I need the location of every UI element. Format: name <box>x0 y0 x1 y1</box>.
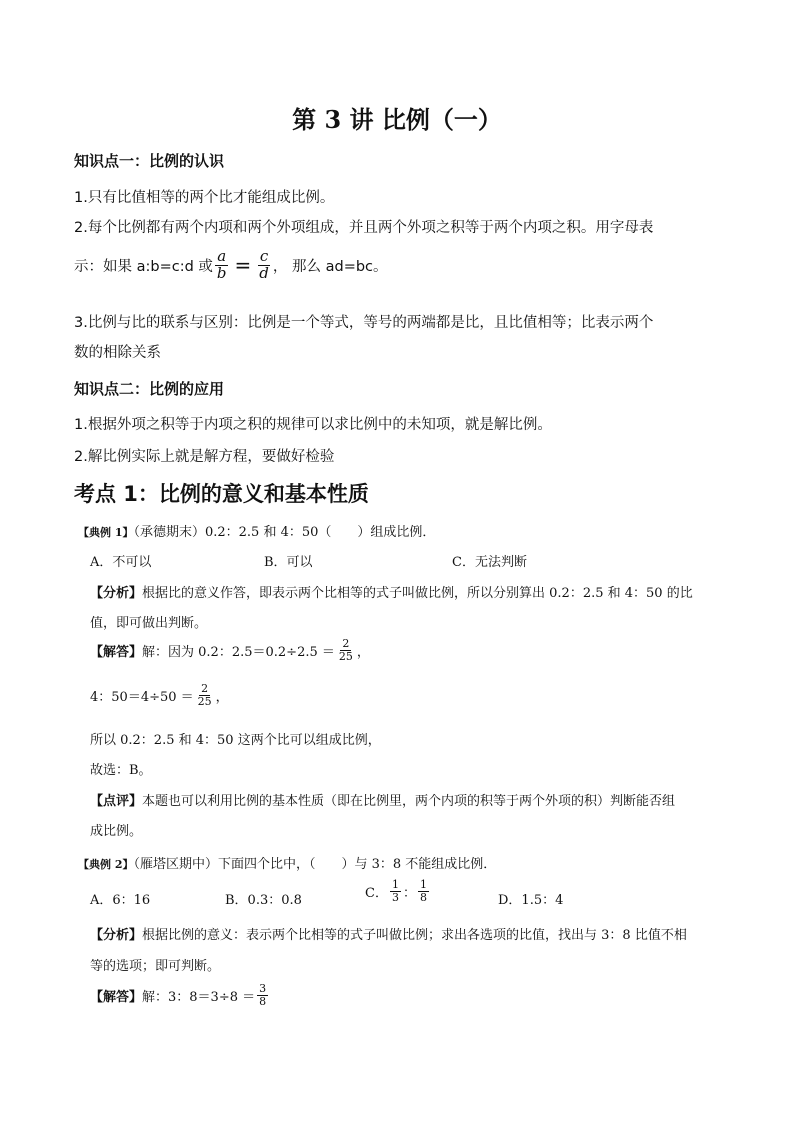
ex1-answer-line1 <box>90 638 370 662</box>
kp1-line3-post: ， 那么 ad=bc。 <box>272 258 388 275</box>
ex1-comment1: 本题也可以利用比例的基本性质（即在比例里，两个内项的积等于两个外项的积）判断能否组 <box>142 794 676 809</box>
ex2-analysis-tag: 【分析】 <box>90 928 143 943</box>
ex2-analysis2: 等的选项；即可判断。 <box>90 959 221 974</box>
kp2-heading: 知识点二：比例的应用 <box>74 380 225 398</box>
ex2-answer1-den: 8 <box>259 994 267 1008</box>
ex2-question: （雁塔区期中）下面四个比中，（ ）与 3：8 不能组成比例． <box>133 857 497 872</box>
ex2-option-a: A．6：16 <box>90 893 151 908</box>
ex1-answer2-fraction <box>196 683 214 707</box>
ex1-analysis-tag: 【分析】 <box>90 586 143 601</box>
ex2-option-c-frac1 <box>390 879 401 903</box>
ex2-option-c-sep: ： <box>402 885 416 901</box>
ex1-answer-line2 <box>90 683 229 707</box>
ex2-question-line <box>78 853 496 872</box>
frac-a: a <box>217 247 227 265</box>
ex1-answer1-num: 2 <box>342 637 350 650</box>
ex1-answer2-end: ， <box>215 689 229 705</box>
ex2-option-c-num1: 1 <box>391 878 399 891</box>
kp1-line5: 数的相除关系 <box>74 345 161 361</box>
ex2-analysis-line1 <box>90 924 687 943</box>
kp2-line1: 1.根据外项之积等于内项之积的规律可以求比例中的未知项，就是解比例。 <box>74 417 552 433</box>
ex2-analysis1: 根据比例的意义：表示两个比相等的式子叫做比例；求出各选项的比值，找出与 3：8 比值不相 <box>142 928 687 943</box>
ex1-option-b: B．可以 <box>264 555 313 570</box>
ex1-comment-line1 <box>90 790 675 809</box>
ex1-analysis1: 根据比的意义作答，即表示两个比相等的式子叫做比例，所以分别算出 0.2：2.5 和 4：50 的比 <box>142 586 693 601</box>
ex2-answer1: 解：3：8＝3÷8 ＝ <box>142 989 256 1005</box>
kp1-line4: 3.比例与比的联系与区别：比例是一个等式，等号的两端都是比，且比值相等；比表示两个 <box>74 315 654 331</box>
fraction-c-over-d <box>257 249 271 282</box>
kp1-heading: 知识点一：比例的认识 <box>74 152 225 170</box>
section-heading: 考点 1：比例的意义和基本性质 <box>74 482 369 506</box>
kp2-line2: 2.解比例实际上就是解方程，要做好检验 <box>74 449 335 465</box>
kp1-line3 <box>74 249 388 282</box>
frac-b: b <box>216 263 227 282</box>
ex1-option-c: C．无法判断 <box>452 555 527 570</box>
ex1-tag: 【典例 1】 <box>78 526 134 539</box>
ex1-comment-tag: 【点评】 <box>90 794 143 809</box>
kp1-line3-pre: 示：如果 a:b=c:d 或 <box>74 258 213 275</box>
frac-d: d <box>259 263 269 282</box>
ex2-option-c <box>365 879 431 903</box>
page-title: 第 3 讲 比例（一） <box>292 105 502 134</box>
kp1-line2: 2.每个比例都有两个内项和两个外项组成，并且两个外项之积等于两个内项之积。用字母表 <box>74 220 654 236</box>
ex2-option-b: B．0.3：0.8 <box>225 893 302 908</box>
ex1-answer1-fraction <box>337 638 355 662</box>
ex1-answer2-num: 2 <box>201 682 209 695</box>
ex2-option-c-label: C． <box>365 885 388 901</box>
ex1-answer4: 故选：B。 <box>90 763 152 778</box>
ex2-option-c-den2: 8 <box>419 890 427 904</box>
ex2-answer1-fraction <box>257 983 268 1007</box>
ex2-tag: 【典例 2】 <box>78 858 134 871</box>
fraction-a-over-b <box>215 249 229 282</box>
ex1-answer3: 所以 0.2：2.5 和 4：50 这两个比可以组成比例， <box>90 733 381 748</box>
kp1-line1: 1.只有比值相等的两个比才能组成比例。 <box>74 190 335 206</box>
ex1-answer2-den: 25 <box>197 694 212 708</box>
ex1-analysis2: 值，即可做出判断。 <box>90 616 208 631</box>
ex2-option-c-den1: 3 <box>391 890 399 904</box>
ex1-answer1: 解：因为 0.2：2.5＝0.2÷2.5 ＝ <box>142 644 335 660</box>
ex1-answer2: 4：50＝4÷50 ＝ <box>90 689 194 705</box>
ex1-answer1-end: ， <box>356 644 370 660</box>
ex1-question-line <box>78 521 435 540</box>
ex1-comment2: 成比例。 <box>90 824 143 839</box>
ex2-answer-line1 <box>90 983 270 1007</box>
ex1-answer1-den: 25 <box>338 649 353 663</box>
ex1-question: （承德期末）0.2：2.5 和 4：50（ ）组成比例． <box>133 525 436 540</box>
ex2-option-d: D．1.5：4 <box>498 893 564 908</box>
ex2-option-c-frac2 <box>418 879 429 903</box>
equals-sign: = <box>234 253 252 278</box>
ex1-option-a: A．不可以 <box>90 555 152 570</box>
ex1-analysis-line1 <box>90 582 693 601</box>
ex2-option-c-num2: 1 <box>419 878 427 891</box>
frac-c: c <box>259 247 269 265</box>
ex2-answer-tag: 【解答】 <box>90 989 143 1005</box>
ex2-answer1-num: 3 <box>259 982 267 995</box>
ex1-answer-tag: 【解答】 <box>90 644 143 660</box>
